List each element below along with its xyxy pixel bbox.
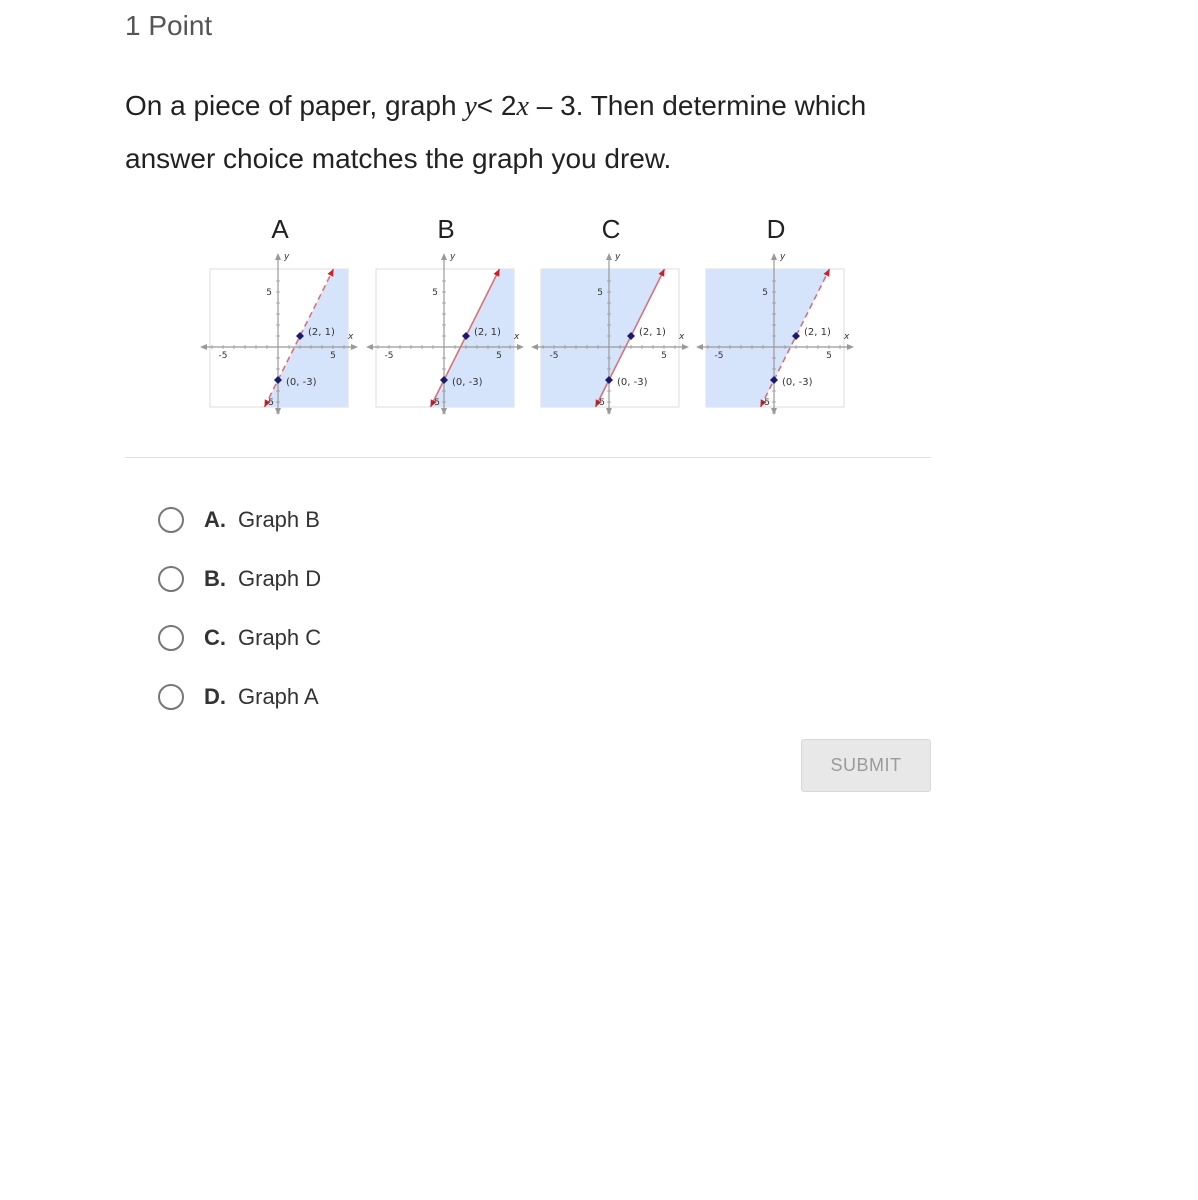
option-letter: A. bbox=[204, 506, 226, 532]
graph-d bbox=[696, 210, 856, 430]
x-tick-label-neg: -5 bbox=[218, 351, 228, 361]
option-b[interactable] bbox=[158, 549, 321, 608]
graph-letter: A bbox=[271, 214, 289, 244]
coordinate-graph bbox=[531, 245, 691, 415]
graph-c bbox=[531, 210, 691, 430]
x-tick-label-pos: 5 bbox=[826, 351, 832, 361]
y-tick-label-pos: 5 bbox=[597, 288, 603, 298]
graph-b bbox=[366, 210, 526, 430]
question-prefix: On a piece of paper, graph bbox=[125, 90, 465, 121]
y-axis-arrow-down bbox=[275, 408, 281, 415]
x-axis-arrow-right bbox=[517, 344, 524, 350]
graph-letter: B bbox=[437, 214, 455, 244]
point-upper-label: (2, 1) bbox=[804, 327, 831, 338]
x-axis-label: x bbox=[844, 332, 850, 342]
x-axis-label: x bbox=[679, 332, 685, 342]
option-letter: B. bbox=[204, 565, 226, 591]
y-axis-arrow-up bbox=[771, 253, 777, 260]
x-axis-arrow-left bbox=[696, 344, 703, 350]
option-letter: C. bbox=[204, 624, 226, 650]
y-axis-arrow-down bbox=[441, 408, 447, 415]
y-axis-label: y bbox=[284, 252, 290, 262]
x-tick-label-neg: -5 bbox=[714, 351, 724, 361]
points-label: 1 Point bbox=[125, 10, 213, 41]
point-lower-label: (0, -3) bbox=[452, 377, 483, 388]
x-tick-label-neg: -5 bbox=[549, 351, 559, 361]
x-axis-label: x bbox=[514, 332, 520, 342]
graph-letter: D bbox=[766, 214, 786, 244]
x-axis-label: x bbox=[348, 332, 354, 342]
x-axis-arrow-right bbox=[351, 344, 358, 350]
graph-letter: C bbox=[601, 214, 621, 244]
y-tick-label-neg: -5 bbox=[761, 398, 770, 408]
question-relation: < 2 bbox=[476, 90, 517, 121]
x-tick-label-neg: -5 bbox=[384, 351, 394, 361]
y-axis-arrow-up bbox=[275, 253, 281, 260]
y-tick-label-pos: 5 bbox=[266, 288, 272, 298]
option-text: Graph B bbox=[238, 506, 320, 532]
x-tick-label-pos: 5 bbox=[661, 351, 667, 361]
graph-choices bbox=[200, 210, 870, 430]
question-var-x: x bbox=[516, 91, 529, 122]
submit-button[interactable]: SUBMIT bbox=[801, 739, 931, 792]
point-upper-label: (2, 1) bbox=[308, 327, 335, 338]
y-axis-arrow-up bbox=[606, 253, 612, 260]
y-tick-label-neg: -5 bbox=[265, 398, 274, 408]
coordinate-graph bbox=[366, 245, 526, 415]
y-axis-arrow-down bbox=[771, 408, 777, 415]
coordinate-graph bbox=[200, 245, 360, 415]
x-axis-arrow-right bbox=[847, 344, 854, 350]
point-upper-label: (2, 1) bbox=[639, 327, 666, 338]
y-tick-label-neg: -5 bbox=[431, 398, 440, 408]
y-axis-label: y bbox=[780, 252, 786, 262]
x-tick-label-pos: 5 bbox=[330, 351, 336, 361]
option-text: Graph C bbox=[238, 624, 322, 650]
point-lower-label: (0, -3) bbox=[286, 377, 317, 388]
y-axis-arrow-down bbox=[606, 408, 612, 415]
option-d[interactable] bbox=[158, 667, 321, 726]
y-tick-label-pos: 5 bbox=[762, 288, 768, 298]
x-tick-label-pos: 5 bbox=[496, 351, 502, 361]
question-suffix: – 3. Then determine which bbox=[528, 90, 867, 121]
radio-button[interactable] bbox=[158, 507, 184, 533]
radio-button[interactable] bbox=[158, 566, 184, 592]
option-c[interactable] bbox=[158, 608, 321, 667]
graph-a bbox=[200, 210, 360, 430]
divider bbox=[125, 457, 931, 458]
coordinate-graph bbox=[696, 245, 856, 415]
radio-button[interactable] bbox=[158, 684, 184, 710]
question-var-y: y bbox=[464, 91, 477, 122]
x-axis-arrow-right bbox=[682, 344, 689, 350]
option-a[interactable] bbox=[158, 490, 321, 549]
y-axis-label: y bbox=[450, 252, 456, 262]
question-line2: answer choice matches the graph you drew. bbox=[125, 143, 672, 174]
option-text: Graph D bbox=[238, 565, 322, 591]
x-axis-arrow-left bbox=[531, 344, 538, 350]
answer-options bbox=[158, 490, 321, 726]
point-lower-label: (0, -3) bbox=[617, 377, 648, 388]
point-lower-label: (0, -3) bbox=[782, 377, 813, 388]
y-tick-label-neg: -5 bbox=[596, 398, 605, 408]
x-axis-arrow-left bbox=[366, 344, 373, 350]
question-text bbox=[125, 80, 945, 185]
y-axis-label: y bbox=[615, 252, 621, 262]
option-text: Graph A bbox=[238, 683, 319, 709]
radio-button[interactable] bbox=[158, 625, 184, 651]
point-upper-label: (2, 1) bbox=[474, 327, 501, 338]
y-axis-arrow-up bbox=[441, 253, 447, 260]
y-tick-label-pos: 5 bbox=[432, 288, 438, 298]
option-letter: D. bbox=[204, 683, 226, 709]
x-axis-arrow-left bbox=[200, 344, 207, 350]
